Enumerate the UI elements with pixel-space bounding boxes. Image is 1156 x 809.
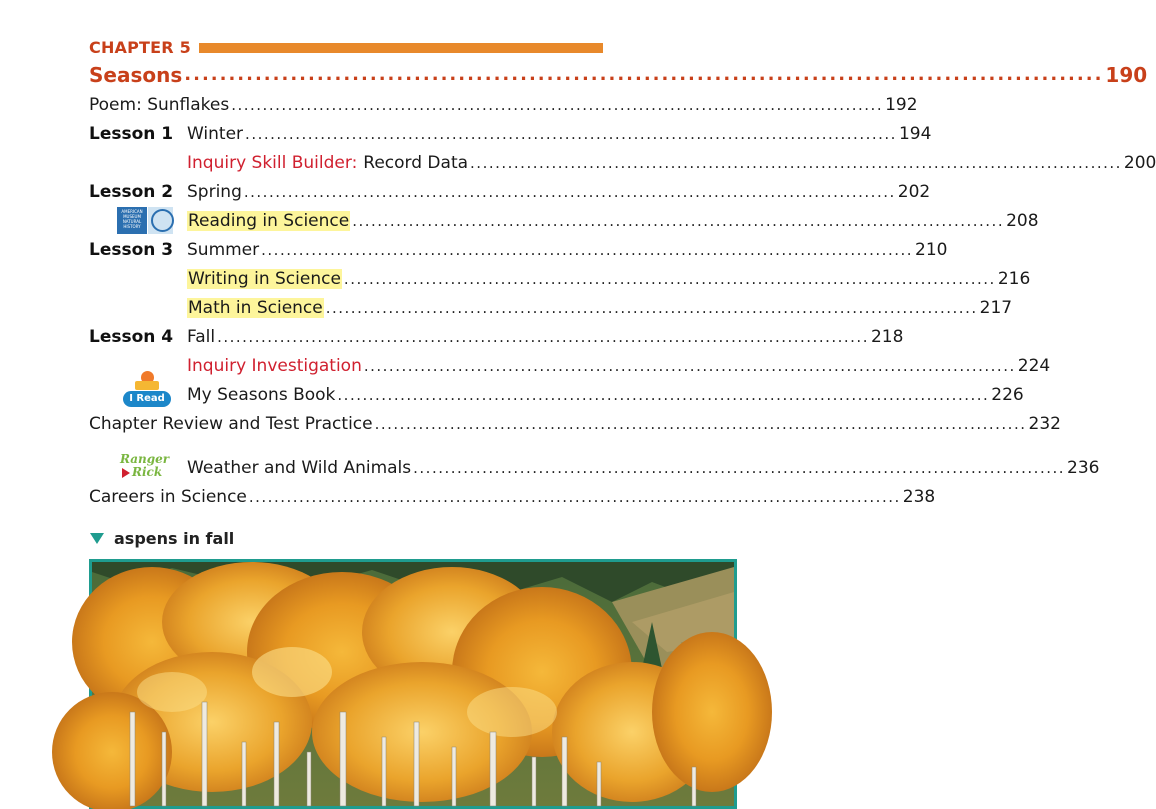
entry-title: Reading in Science xyxy=(188,210,350,231)
toc-row[interactable] xyxy=(89,409,1061,438)
caption-text: aspens in fall xyxy=(114,528,235,548)
toc-entry xyxy=(187,181,931,202)
photo-caption xyxy=(90,527,234,549)
entry-page: 226 xyxy=(991,384,1024,405)
entry-page: 218 xyxy=(870,326,904,347)
toc-row[interactable] xyxy=(89,322,904,351)
leader-dots: ........................................................................................................ xyxy=(374,414,1027,433)
leader-dots: ........................................................................................................ xyxy=(470,153,1122,172)
entry-title-extra: Record Data xyxy=(363,152,469,173)
triangle-down-icon xyxy=(90,533,104,544)
leader-dots: ........................................................................................................ xyxy=(352,211,1005,230)
aspens-photo xyxy=(89,559,737,809)
museum-logo-text: MUSEUM xyxy=(123,214,141,219)
entry-title: Inquiry Investigation xyxy=(187,355,362,376)
toc-row[interactable] xyxy=(187,380,1024,409)
toc-row[interactable] xyxy=(89,482,936,511)
ranger-rick-logo-icon xyxy=(118,452,174,482)
aspens-illustration xyxy=(92,562,734,806)
toc-entry xyxy=(187,326,904,347)
leader-dots: ........................................................................................................ xyxy=(261,240,914,259)
toc-row[interactable] xyxy=(89,177,931,206)
leader-dots: ........................................................................................................ xyxy=(413,458,1066,477)
entry-title: My Seasons Book xyxy=(187,384,336,405)
toc-entry xyxy=(187,384,1024,405)
lesson-label: Lesson 3 xyxy=(89,239,174,260)
chapter-title: Seasons xyxy=(89,62,183,87)
toc-entry xyxy=(187,268,1031,289)
toc-row[interactable] xyxy=(89,90,918,119)
entry-title: Spring xyxy=(187,181,242,202)
toc-row[interactable] xyxy=(89,119,932,148)
toc-entry xyxy=(187,355,1051,376)
toc-entry xyxy=(187,210,1039,231)
entry-title: Summer xyxy=(187,239,260,260)
museum-logo-text: AMERICAN xyxy=(121,209,143,214)
ranger-rick-text: Rick xyxy=(132,465,163,479)
entry-title: Writing in Science xyxy=(188,268,341,289)
entry-title: Poem: Sunflakes xyxy=(89,94,230,115)
toc-entry xyxy=(187,457,1100,478)
leader-dots: ........................................................................................................ xyxy=(363,356,1016,375)
leader-dots: ........................................................................................................ xyxy=(217,327,869,346)
lesson-label: Lesson 1 xyxy=(89,123,174,144)
entry-page: 202 xyxy=(897,181,931,202)
toc-row[interactable] xyxy=(187,293,1013,322)
entry-page: 238 xyxy=(902,486,936,507)
leader-dots: ........................................................................................................ xyxy=(248,487,901,506)
entry-page: 192 xyxy=(885,94,918,115)
entry-title: Inquiry Skill Builder: xyxy=(187,152,358,173)
toc-entry xyxy=(89,486,936,507)
toc-entry xyxy=(187,123,932,144)
entry-page: 232 xyxy=(1028,413,1061,434)
i-read-icon xyxy=(123,371,171,409)
i-read-badge-text: I Read xyxy=(123,391,171,407)
leader-dots: ........................................................................................................ xyxy=(337,385,990,404)
museum-logo-text: HISTORY xyxy=(123,224,141,229)
toc-entry xyxy=(187,239,948,260)
toc-entry xyxy=(89,413,1061,434)
chapter-rule xyxy=(199,43,603,53)
entry-title: Winter xyxy=(187,123,244,144)
leader-dots: ........................................................................................................ xyxy=(245,124,897,143)
entry-title: Fall xyxy=(187,326,216,347)
entry-page: 210 xyxy=(915,239,948,260)
leader-dots: ........................................................................................................ xyxy=(243,182,896,201)
entry-page: 224 xyxy=(1017,355,1051,376)
entry-page: 208 xyxy=(1006,210,1039,231)
museum-logo-text: NATURAL xyxy=(122,219,142,224)
entry-title: Careers in Science xyxy=(89,486,247,507)
entry-page: 217 xyxy=(979,297,1013,318)
leader-dots: ........................................................................................................ xyxy=(184,64,1104,85)
ranger-rick-text: Ranger xyxy=(120,452,170,466)
leader-dots: ........................................................................................................ xyxy=(231,95,884,114)
ranger-rick-arrow-icon xyxy=(122,468,130,478)
chapter-page: 190 xyxy=(1105,62,1148,87)
chapter-label: CHAPTER 5 xyxy=(89,37,191,57)
toc-entry xyxy=(187,152,1156,173)
leader-dots: ........................................................................................................ xyxy=(343,269,996,288)
entry-title: Weather and Wild Animals xyxy=(187,457,412,478)
entry-page: 216 xyxy=(997,268,1031,289)
entry-title: Chapter Review and Test Practice xyxy=(89,413,373,434)
toc-row[interactable] xyxy=(187,148,1156,177)
toc-row[interactable] xyxy=(89,235,948,264)
lesson-label: Lesson 2 xyxy=(89,181,174,202)
lesson-label: Lesson 4 xyxy=(89,326,174,347)
toc-row[interactable] xyxy=(187,351,1051,380)
museum-logo-icon xyxy=(117,207,173,234)
entry-page: 200 xyxy=(1123,152,1156,173)
toc-entry xyxy=(187,297,1013,318)
toc-row[interactable] xyxy=(187,453,1100,482)
entry-title: Math in Science xyxy=(188,297,323,318)
toc-row[interactable] xyxy=(187,264,1031,293)
chapter-title-row[interactable] xyxy=(89,60,1148,89)
museum-emblem-icon xyxy=(151,209,174,232)
toc-row[interactable] xyxy=(187,206,1039,235)
entry-page: 194 xyxy=(898,123,932,144)
entry-page: 236 xyxy=(1067,457,1100,478)
chapter-header xyxy=(89,36,603,58)
leader-dots: ........................................................................................................ xyxy=(325,298,978,317)
toc-entry xyxy=(89,94,918,115)
